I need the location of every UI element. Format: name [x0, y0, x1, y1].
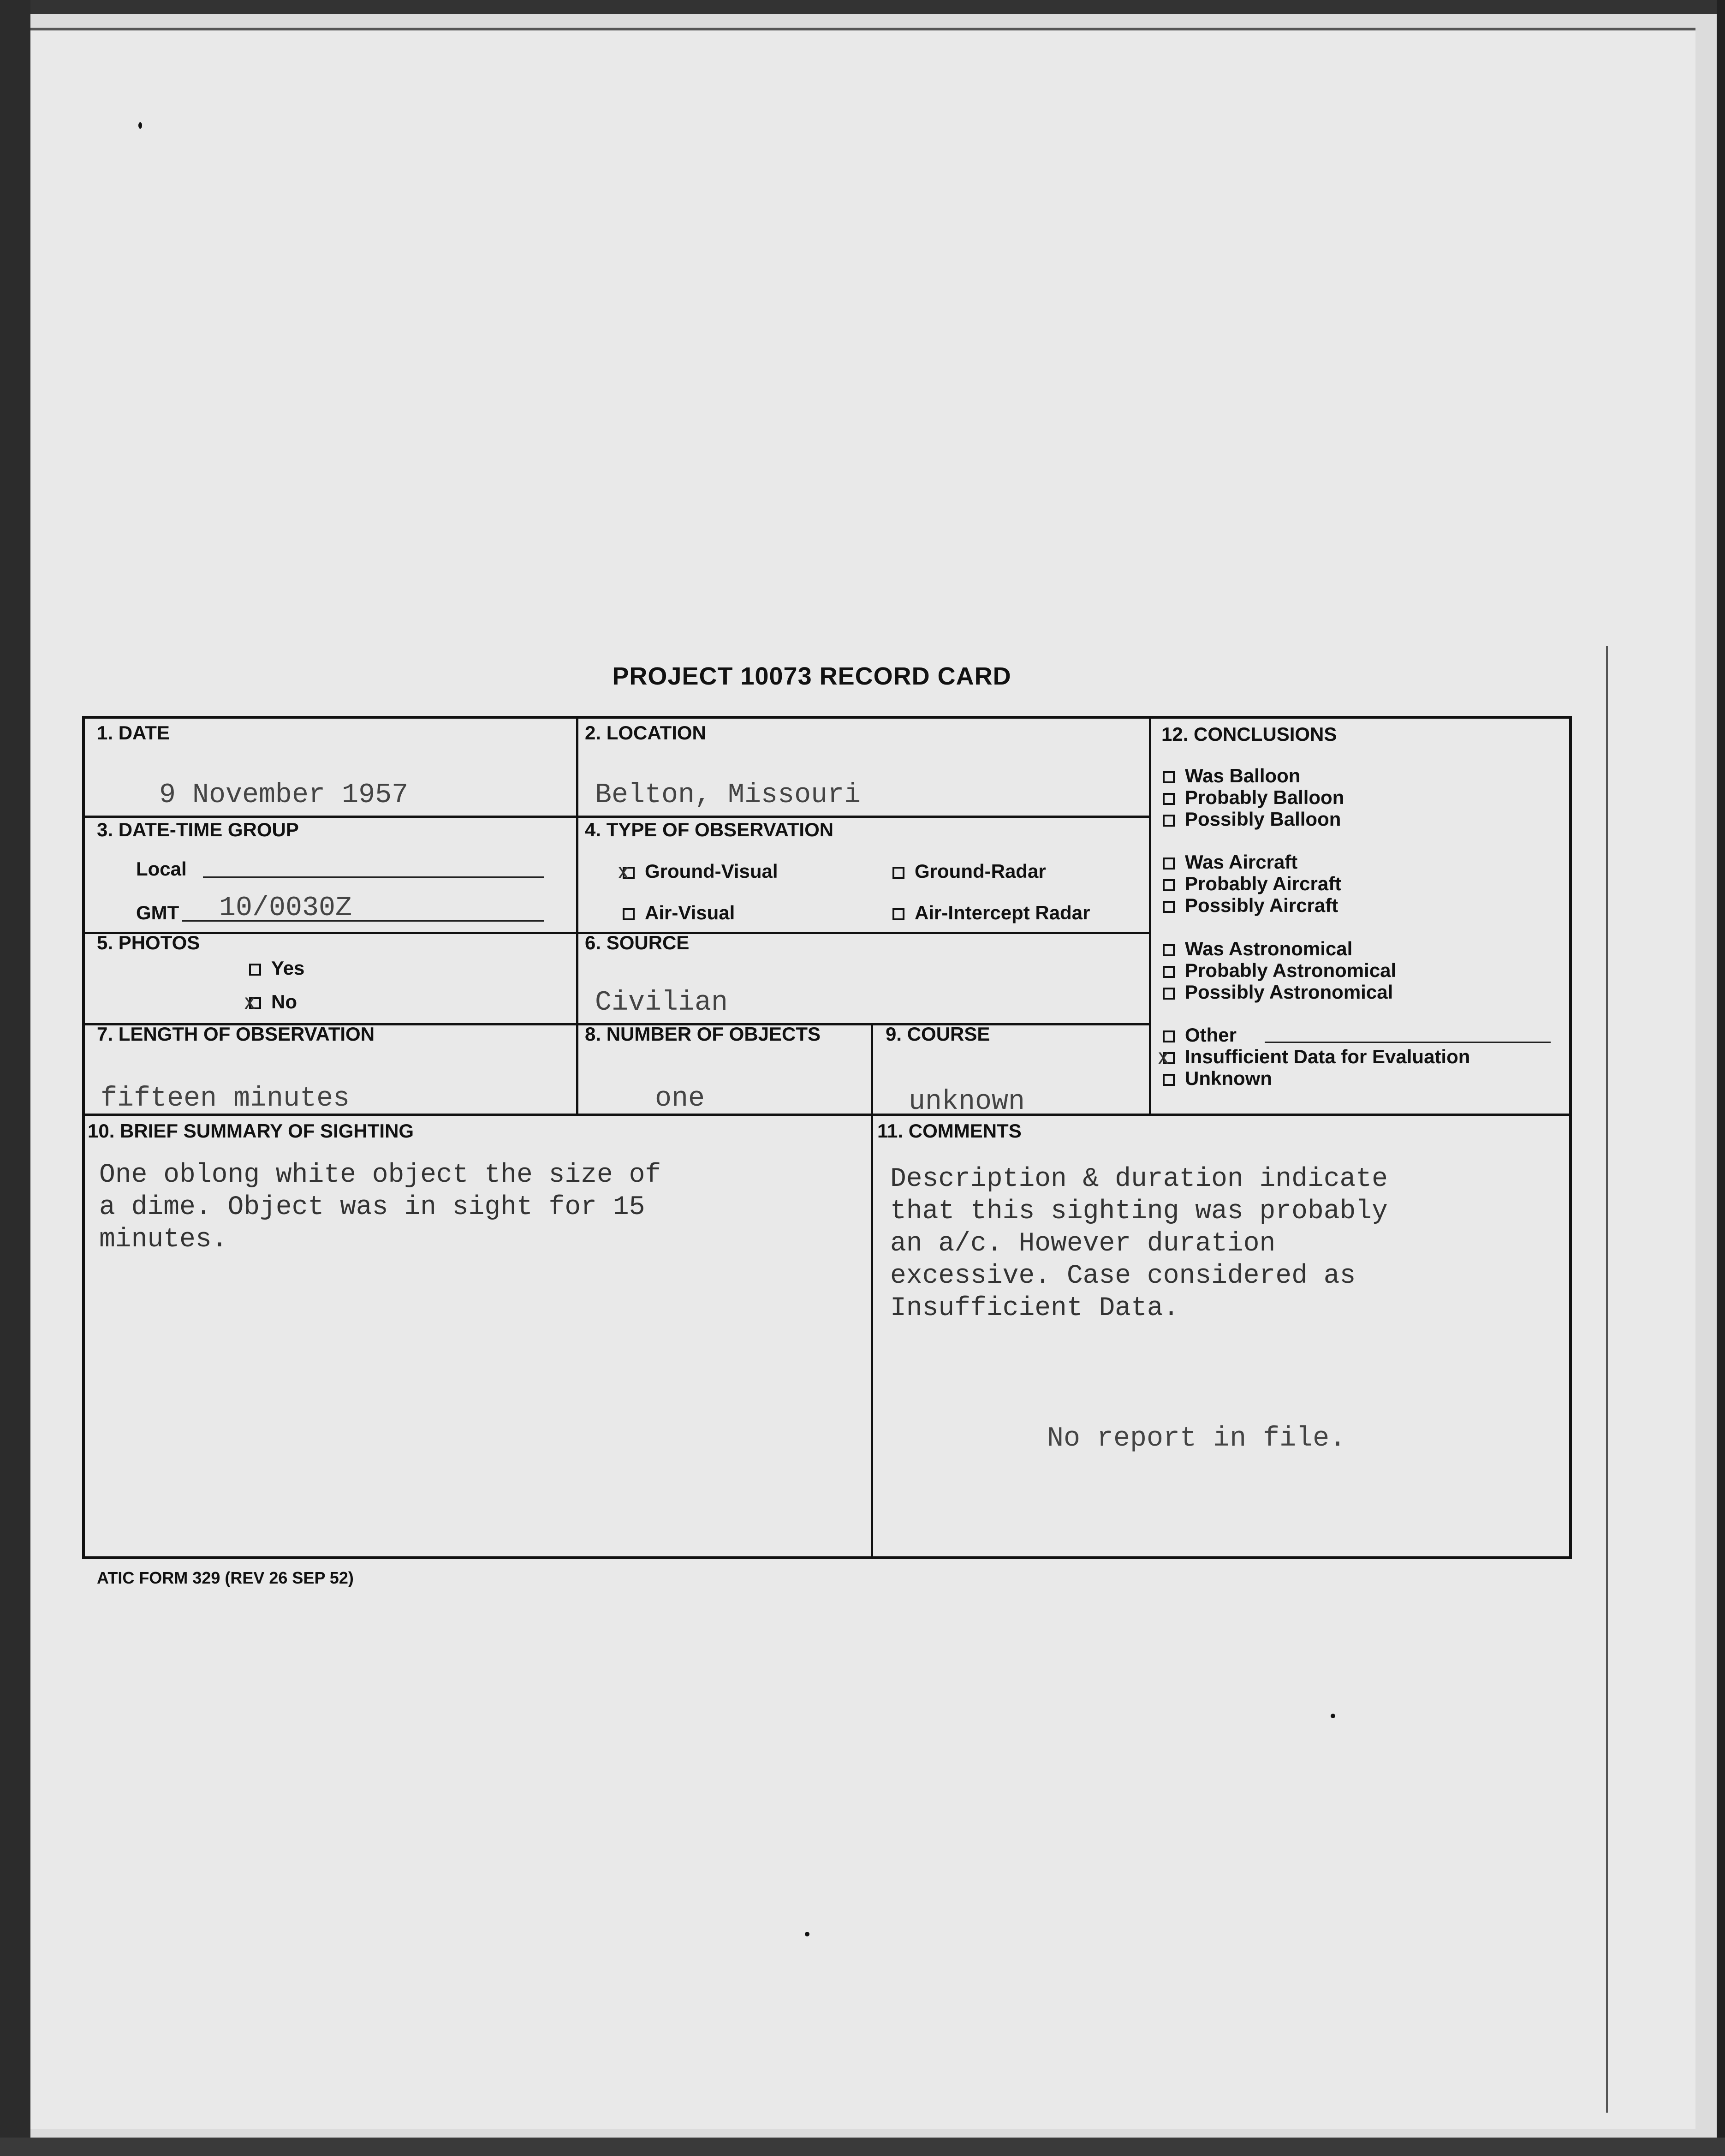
objects-value: one [655, 1083, 705, 1114]
checkbox-icon [249, 964, 261, 976]
conclusion-probably-aircraft[interactable]: Probably Aircraft [1163, 873, 1341, 895]
checkbox-icon [623, 908, 635, 920]
summary-label: 10. BRIEF SUMMARY OF SIGHTING [88, 1120, 414, 1142]
comments-label: 11. COMMENTS [877, 1120, 1022, 1142]
date-value: 9 November 1957 [159, 780, 409, 811]
course-label: 9. COURSE [886, 1023, 990, 1045]
scan-speck [805, 1932, 809, 1936]
location-value: Belton, Missouri [595, 780, 861, 811]
checkbox-checked-icon [623, 867, 635, 879]
conclusion-probably-balloon[interactable]: Probably Balloon [1163, 786, 1344, 809]
scan-edge-top [0, 0, 1725, 14]
checkbox-icon [1163, 966, 1175, 978]
checkbox-icon [1163, 793, 1175, 805]
photos-label: 5. PHOTOS [97, 932, 200, 953]
date-label: 1. DATE [97, 722, 170, 744]
conclusion-unknown[interactable]: Unknown [1163, 1067, 1272, 1090]
length-value: fifteen minutes [101, 1083, 350, 1114]
conclusion-possibly-balloon[interactable]: Possibly Balloon [1163, 808, 1341, 830]
source-value: Civilian [595, 987, 728, 1018]
checkbox-checked-icon [1163, 1052, 1175, 1064]
conclusion-other[interactable]: Other [1163, 1024, 1237, 1046]
comments-value: Description & duration indicate that this sighting was probably an a/c. However duration excessive. Case considered as Insufficient Data. [890, 1164, 1388, 1323]
checkbox-icon [1163, 1074, 1175, 1086]
checkbox-icon [1163, 1030, 1175, 1042]
source-label: 6. SOURCE [585, 932, 690, 953]
card-title: PROJECT 10073 RECORD CARD [612, 662, 1011, 690]
length-label: 7. LENGTH OF OBSERVATION [97, 1023, 375, 1045]
checkbox-icon [892, 867, 904, 879]
scan-edge-left [0, 0, 30, 2156]
objects-label: 8. NUMBER OF OBJECTS [585, 1023, 821, 1045]
checkbox-icon [1163, 815, 1175, 827]
comments-note: No report in file. [1047, 1423, 1346, 1454]
conclusion-was-astronomical[interactable]: Was Astronomical [1163, 938, 1352, 960]
dtg-label: 3. DATE-TIME GROUP [97, 819, 299, 840]
checkbox-icon [1163, 771, 1175, 783]
conclusion-possibly-aircraft[interactable]: Possibly Aircraft [1163, 894, 1338, 917]
scan-speck [138, 122, 142, 129]
conclusions-label: 12. CONCLUSIONS [1161, 723, 1337, 745]
gmt-value: 10/0030Z [219, 893, 352, 924]
form-footer: ATIC FORM 329 (REV 26 SEP 52) [97, 1568, 354, 1587]
checkbox-icon [1163, 901, 1175, 913]
scan-edge-bottom [0, 2138, 1725, 2156]
conclusion-possibly-astronomical[interactable]: Possibly Astronomical [1163, 981, 1393, 1003]
option-ground-visual[interactable]: xGround-Visual [623, 860, 778, 882]
course-value: unknown [909, 1086, 1025, 1118]
summary-value: One oblong white object the size of a dime. Object was in sight for 15 minutes. [99, 1160, 661, 1255]
observation-type-label: 4. TYPE OF OBSERVATION [585, 819, 834, 840]
conclusion-was-aircraft[interactable]: Was Aircraft [1163, 851, 1297, 873]
scan-edge-right [1717, 0, 1725, 2156]
checkbox-icon [1163, 944, 1175, 956]
checkbox-icon [1163, 858, 1175, 870]
gmt-label: GMT [136, 902, 179, 923]
location-label: 2. LOCATION [585, 722, 706, 744]
option-air-visual[interactable]: Air-Visual [623, 902, 735, 924]
scan-speck [1331, 1714, 1335, 1718]
option-ground-radar[interactable]: Ground-Radar [892, 860, 1046, 882]
conclusion-was-balloon[interactable]: Was Balloon [1163, 765, 1300, 787]
conclusion-probably-astronomical[interactable]: Probably Astronomical [1163, 959, 1396, 982]
checkbox-icon [1163, 879, 1175, 891]
photos-yes[interactable]: Yes [249, 957, 304, 979]
checkbox-icon [1163, 988, 1175, 1000]
photos-no[interactable]: xNo [249, 991, 297, 1013]
conclusion-insufficient-data[interactable]: xInsufficient Data for Evaluation [1163, 1046, 1470, 1068]
paper-fold-line [1606, 646, 1608, 2113]
checkbox-icon [892, 908, 904, 920]
option-air-intercept-radar[interactable]: Air-Intercept Radar [892, 902, 1090, 924]
local-label: Local [136, 858, 187, 880]
checkbox-checked-icon [249, 997, 261, 1009]
